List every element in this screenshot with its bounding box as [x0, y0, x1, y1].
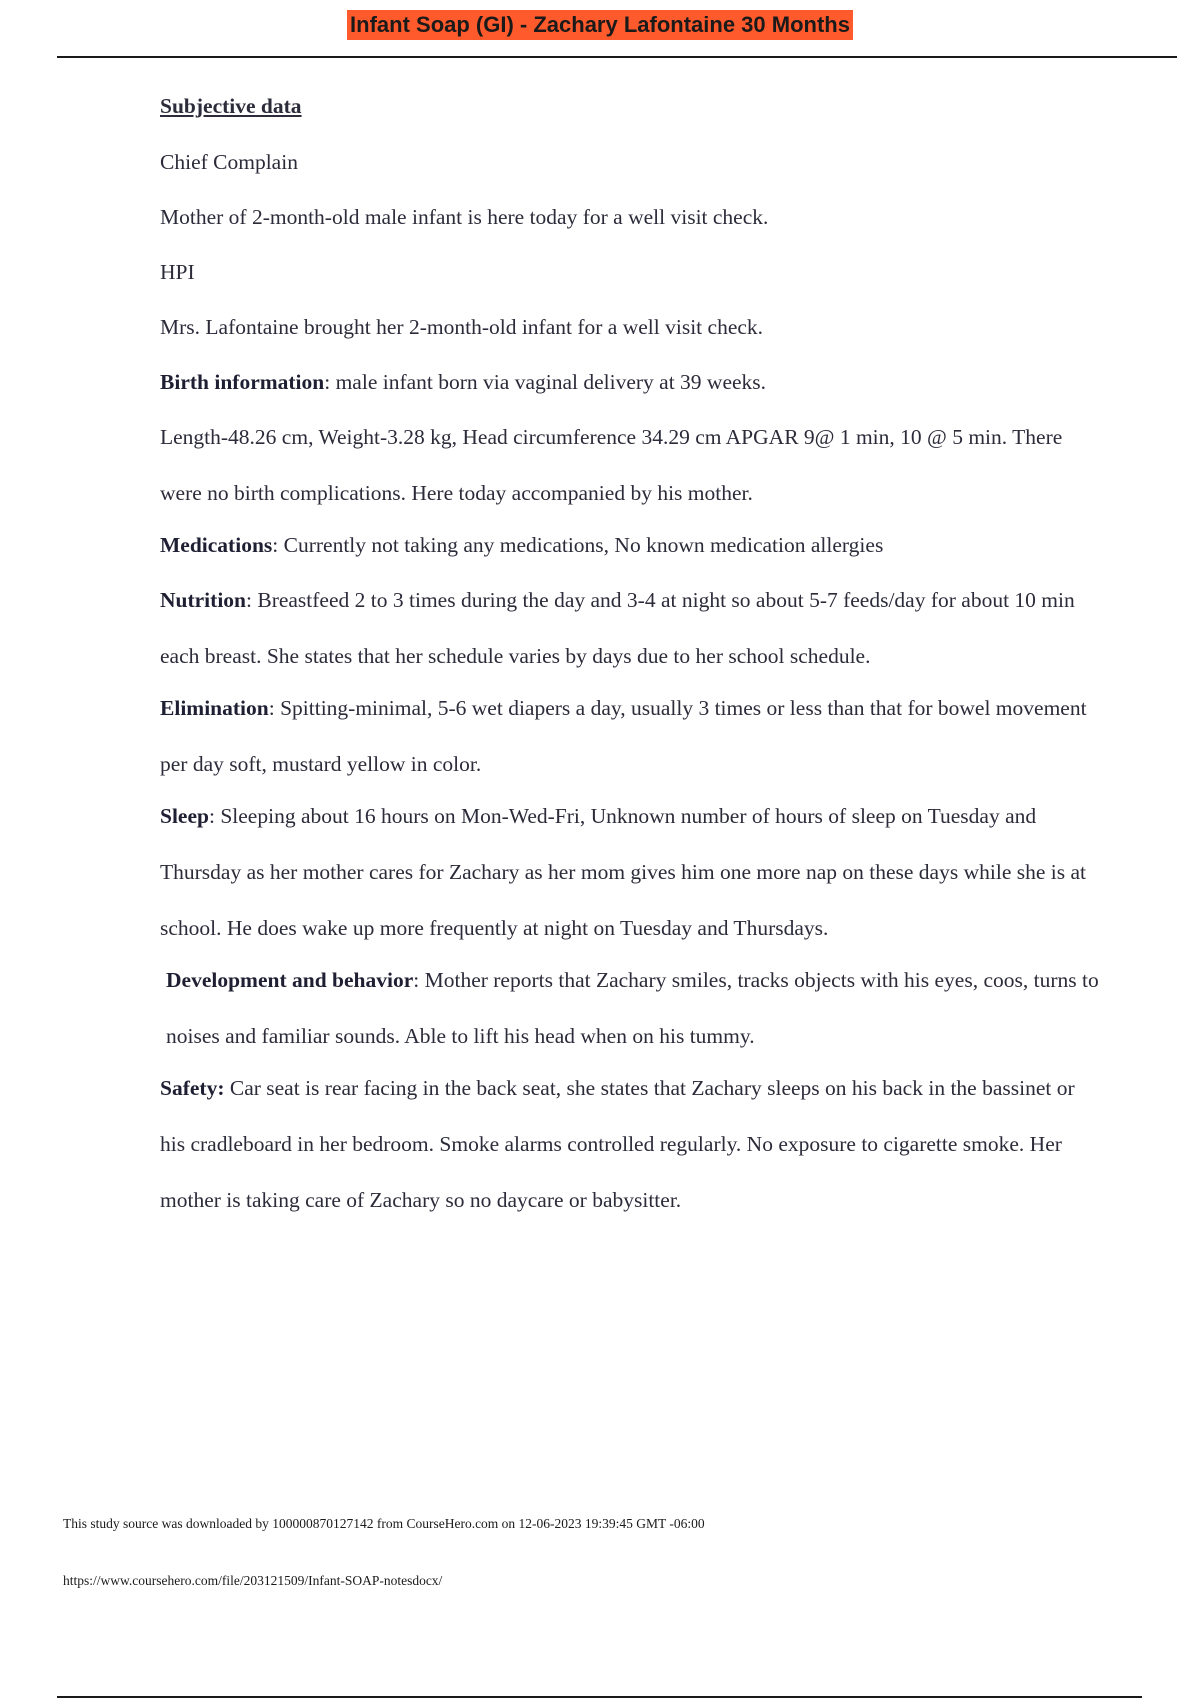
- safety-text: Car seat is rear facing in the back seat, she states that Zachary sleeps on his back in the bassinet or his cradleboard in her bedroom. Smoke alarms controlled regularly. No exposure to cigarette smoke. Her mother is taking care of Zachary so no daycare or babysitter.: [160, 1076, 1075, 1212]
- hpi-label: HPI: [160, 260, 195, 284]
- birth-text: : male infant born via vaginal delivery at 39 weeks.: [324, 370, 767, 394]
- medications: [160, 531, 1100, 559]
- birth-information: [160, 368, 1100, 396]
- development-text: : Mother reports that Zachary smiles, tracks objects with his eyes, coos, turns to noises and familiar sounds. Able to lift his head when on his tummy.: [166, 968, 1099, 1048]
- hpi-text: Mrs. Lafontaine brought her 2-month-old infant for a well visit check.: [160, 315, 764, 339]
- chief-complaint-label: Chief Complain: [160, 150, 298, 174]
- development-label: Development and behavior: [166, 968, 414, 992]
- nutrition-label: Nutrition: [160, 588, 246, 612]
- source-url: https://www.coursehero.com/file/203121509/Infant-SOAP-notesdocx/: [63, 1573, 443, 1588]
- sleep-label: Sleep: [160, 804, 209, 828]
- chief-complaint-text: Mother of 2-month-old male infant is here today for a well visit check.: [160, 205, 769, 229]
- safety-label: Safety:: [160, 1076, 225, 1100]
- document-title: Infant Soap (GI) - Zachary Lafontaine 30 Months: [347, 10, 853, 40]
- nutrition: [160, 572, 1100, 684]
- birth-details: Length-48.26 cm, Weight-3.28 kg, Head circumference 34.29 cm APGAR 9@ 1 min, 10 @ 5 min. There were no birth complications. Here today accompanied by his mother.: [160, 425, 1063, 505]
- footer-divider: [57, 1696, 1142, 1698]
- elimination: [160, 680, 1100, 792]
- elimination-label: Elimination: [160, 696, 269, 720]
- document-header: [0, 10, 1200, 40]
- header-divider: [57, 56, 1177, 58]
- download-source-note: This study source was downloaded by 100000870127142 from CourseHero.com on 12-06-2023 19:39:45 GMT -06:00: [63, 1516, 705, 1531]
- medications-text: : Currently not taking any medications, No known medication allergies: [272, 533, 884, 557]
- document-body: [160, 92, 1100, 1238]
- nutrition-text: : Breastfeed 2 to 3 times during the day and 3-4 at night so about 5-7 feeds/day for about 10 min each breast. She states that her schedule varies by days due to her school schedule.: [160, 588, 1075, 668]
- development-behavior: [160, 952, 1100, 1064]
- section-heading-subjective: Subjective data: [160, 94, 302, 118]
- sleep-text: : Sleeping about 16 hours on Mon-Wed-Fri, Unknown number of hours of sleep on Tuesday and Thursday as her mother cares for Zachary as her mom gives him one more nap on these days while she is at school. He does wake up more frequently at night on Tuesday and Thursdays.: [160, 804, 1087, 940]
- medications-label: Medications: [160, 533, 273, 557]
- safety: [160, 1060, 1100, 1228]
- birth-label: Birth information: [160, 370, 325, 394]
- elimination-text: : Spitting-minimal, 5-6 wet diapers a day, usually 3 times or less than that for bowel movement per day soft, mustard yellow in color.: [160, 696, 1087, 776]
- sleep: [160, 788, 1100, 956]
